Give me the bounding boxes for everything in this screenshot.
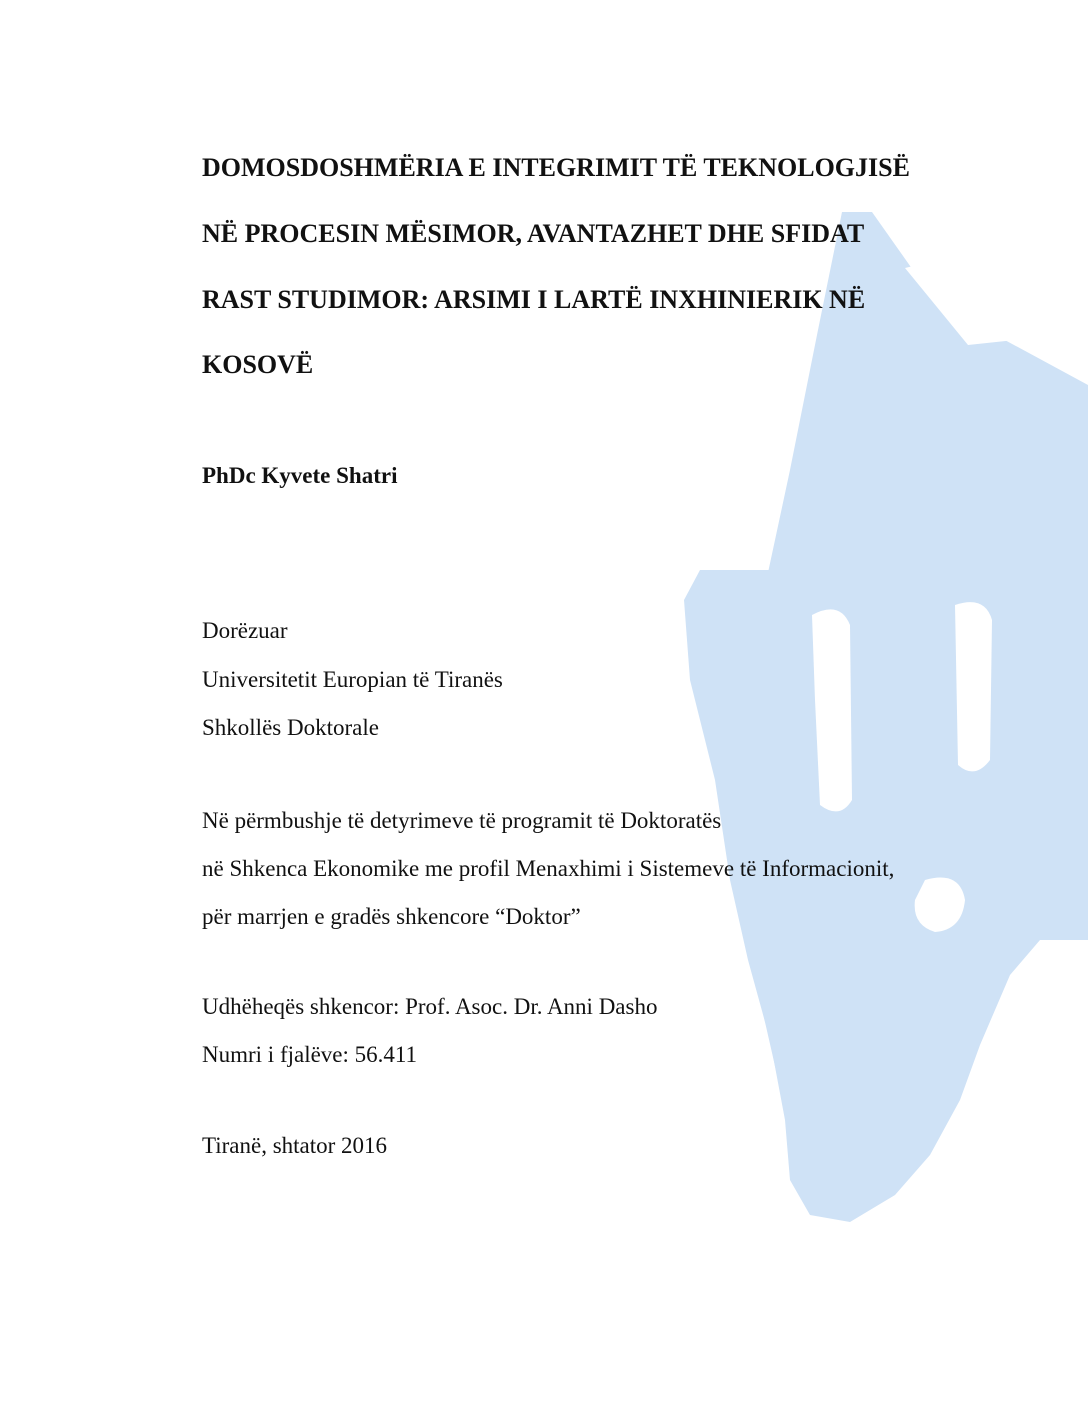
word-count: Numri i fjalëve: 56.411 — [202, 1042, 418, 1067]
supervisor: Udhëheqës shkencor: Prof. Asoc. Dr. Anni Dasho — [202, 994, 658, 1019]
place-date: Tiranë, shtator 2016 — [202, 1133, 388, 1158]
document-title-line-2: NË PROCESIN MËSIMOR, AVANTAZHET DHE SFIDAT — [202, 219, 865, 248]
document-title-line-1: DOMOSDOSHMËRIA E INTEGRIMIT TË TEKNOLOGJISË — [202, 153, 910, 182]
university-name: Universitetit Europian të Tiranës — [202, 667, 503, 692]
fulfillment-line-1: Në përmbushje të detyrimeve të programit të Doktoratës — [202, 808, 722, 833]
document-title-line-4: KOSOVË — [202, 350, 314, 379]
doctoral-school: Shkollës Doktorale — [202, 715, 379, 740]
fulfillment-line-2: në Shkenca Ekonomike me profil Menaxhimi i Sistemeve të Informacionit, — [202, 856, 895, 881]
fulfillment-line-3: për marrjen e gradës shkencore “Doktor” — [202, 904, 581, 929]
submitted-label: Dorëzuar — [202, 618, 288, 643]
author-name: PhDc Kyvete Shatri — [202, 463, 398, 488]
document-title-line-3: RAST STUDIMOR: ARSIMI I LARTË INXHINIERIK NË — [202, 285, 866, 314]
